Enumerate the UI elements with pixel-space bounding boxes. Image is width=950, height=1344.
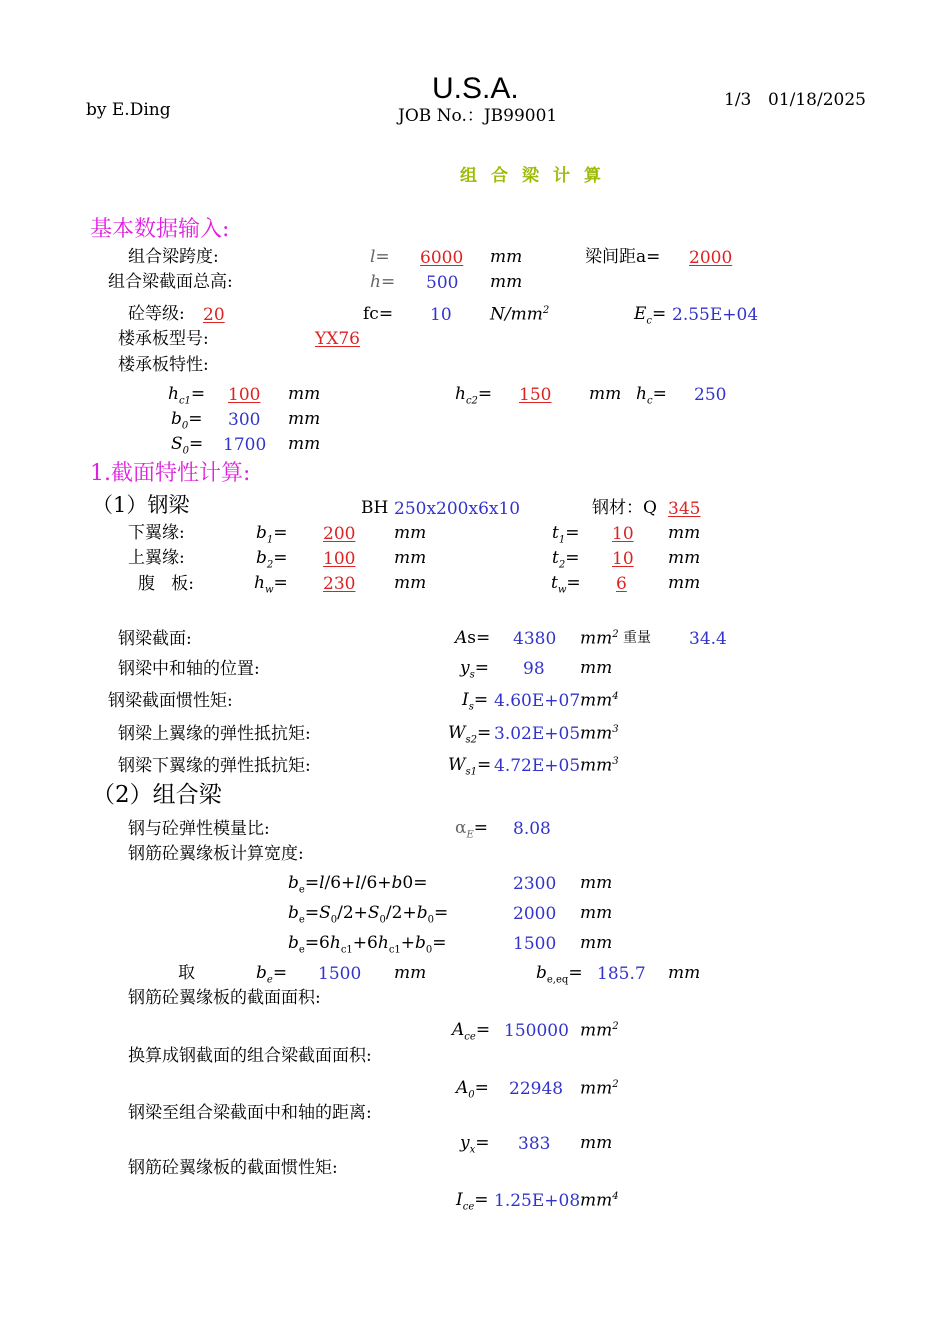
- spacing-value[interactable]: 2000: [689, 248, 733, 268]
- b1-unit: mm: [394, 523, 427, 543]
- s0-value: 1700: [223, 435, 267, 455]
- ws2-unit: $mm^3$: [580, 723, 619, 744]
- ec-value: 2.55E+04: [672, 305, 759, 325]
- section1-title: 1.截面特性计算:: [90, 461, 251, 486]
- b1-symbol: $b_1=$: [256, 523, 288, 546]
- bh-value: 250x200x6x10: [394, 499, 521, 519]
- ys-label: 钢梁中和轴的位置:: [118, 659, 260, 679]
- yx-label: 钢梁至组合梁截面中和轴的距离:: [128, 1103, 372, 1123]
- be-symbol: $b_e=$: [256, 963, 288, 986]
- b0-symbol: $b_0=$: [171, 409, 203, 432]
- weight-label: 重量: [623, 630, 651, 646]
- steel-material-label: 钢材：Q: [592, 498, 657, 518]
- deck-props-label: 楼承板特性:: [118, 355, 209, 375]
- as-symbol: As=: [455, 628, 491, 648]
- as-unit: $mm^2$: [580, 628, 619, 649]
- be-unit: mm: [394, 963, 427, 983]
- bottom-flange-label: 下翼缘:: [128, 523, 185, 543]
- spacing-label: 梁间距a=: [585, 247, 661, 267]
- tw-symbol: $t_w=$: [551, 573, 581, 596]
- t2-symbol: $t_2=$: [552, 548, 580, 571]
- ec-symbol: $E_c=$: [634, 304, 667, 327]
- is-label: 钢梁截面惯性矩:: [108, 691, 233, 711]
- hc1-value[interactable]: 100: [228, 385, 261, 405]
- beeq-symbol: $b_{e,eq}=$: [536, 963, 583, 986]
- beeq-value: 185.7: [597, 964, 646, 984]
- be3-value: 1500: [513, 934, 557, 954]
- be-formula-3: $b_e=6h_{c1}+6h_{c1}+b_0=$: [288, 933, 447, 956]
- be2-unit: mm: [580, 903, 613, 923]
- span-label: 组合梁跨度:: [128, 247, 219, 267]
- a0-symbol: $A_0=$: [456, 1078, 489, 1101]
- steel-grade-value[interactable]: 345: [668, 499, 701, 519]
- be2-value: 2000: [513, 904, 557, 924]
- be-formula-2: $b_e=S_0/2+S_0/2+b_0=$: [288, 903, 449, 926]
- a0-label: 换算成钢截面的组合梁截面面积:: [128, 1046, 372, 1066]
- hw-symbol: $h_w=$: [254, 573, 288, 596]
- concrete-grade-label: 砼等级:: [128, 304, 185, 324]
- alpha-symbol: $\alpha_E=$: [455, 818, 489, 841]
- height-label: 组合梁截面总高:: [108, 272, 233, 292]
- span-unit: mm: [490, 247, 523, 267]
- fc-unit: $N/mm^2$: [490, 304, 550, 325]
- beeq-unit: mm: [668, 963, 701, 983]
- ws2-symbol: $W_{s2}=$: [448, 723, 492, 746]
- hc2-symbol: $h_{c2}=$: [455, 384, 493, 407]
- hc1-unit: mm: [288, 384, 321, 404]
- yx-value: 383: [518, 1134, 551, 1154]
- a0-value: 22948: [509, 1079, 564, 1099]
- composite-beam-title: （2）组合梁: [92, 782, 222, 808]
- ice-label: 钢筋砼翼缘板的截面惯性矩:: [128, 1158, 338, 1178]
- deck-type-label: 楼承板型号:: [118, 329, 209, 349]
- is-symbol: $I_s=$: [462, 690, 489, 713]
- b1-value[interactable]: 200: [323, 524, 356, 544]
- t1-unit: mm: [668, 523, 701, 543]
- date: 01/18/2025: [768, 90, 866, 110]
- job-number: JOB No.：JB99001: [398, 106, 558, 126]
- span-symbol: l=: [370, 247, 390, 267]
- t2-value[interactable]: 10: [612, 549, 634, 569]
- ice-value: 1.25E+08: [494, 1191, 581, 1211]
- ace-symbol: $A_{ce}=$: [452, 1020, 491, 1043]
- be3-unit: mm: [580, 933, 613, 953]
- main-heading: 组合梁计算: [460, 166, 615, 186]
- span-value[interactable]: 6000: [420, 248, 464, 268]
- b2-unit: mm: [394, 548, 427, 568]
- hc-symbol: $h_c=$: [636, 384, 667, 407]
- tw-unit: mm: [668, 573, 701, 593]
- b0-unit: mm: [288, 409, 321, 429]
- take-label: 取: [178, 963, 195, 983]
- ws1-label: 钢梁下翼缘的弹性抵抗矩:: [118, 756, 311, 776]
- hc2-value[interactable]: 150: [519, 385, 552, 405]
- ace-value: 150000: [504, 1021, 569, 1041]
- hw-unit: mm: [394, 573, 427, 593]
- is-value: 4.60E+07: [494, 691, 581, 711]
- a0-unit: $mm^2$: [580, 1078, 619, 1099]
- as-value: 4380: [513, 629, 557, 649]
- yx-symbol: $y_x=$: [460, 1133, 490, 1156]
- b0-value: 300: [228, 410, 261, 430]
- ice-unit: $mm^4$: [580, 1190, 619, 1211]
- hc1-symbol: $h_{c1}=$: [168, 384, 206, 407]
- height-symbol: h=: [370, 272, 396, 292]
- steel-area-label: 钢梁截面:: [118, 629, 192, 649]
- ys-value: 98: [523, 659, 545, 679]
- ws2-label: 钢梁上翼缘的弹性抵抗矩:: [118, 724, 311, 744]
- ws1-unit: $mm^3$: [580, 755, 619, 776]
- modulus-ratio-value: 8.08: [513, 819, 551, 839]
- weight-value: 34.4: [689, 629, 727, 649]
- author: by E.Ding: [86, 100, 171, 120]
- basic-section-title: 基本数据输入:: [90, 217, 230, 242]
- steel-beam-title: （1）钢梁: [92, 493, 190, 517]
- s0-symbol: $S_0=$: [171, 434, 204, 457]
- be-formula-1: $b_e=l/6+l/6+b0=$: [288, 873, 428, 896]
- be1-value: 2300: [513, 874, 557, 894]
- modulus-ratio-label: 钢与砼弹性模量比:: [128, 819, 270, 839]
- flange-width-label: 钢筋砼翼缘板计算宽度:: [128, 844, 304, 864]
- fc-symbol: fc=: [363, 304, 394, 324]
- deck-type-value[interactable]: YX76: [315, 329, 360, 349]
- height-value: 500: [426, 273, 459, 293]
- page-title: U.S.A.: [432, 72, 519, 105]
- hw-value[interactable]: 230: [323, 574, 356, 594]
- ace-unit: $mm^2$: [580, 1020, 619, 1041]
- page-number: 1/3: [724, 90, 752, 110]
- ws1-value: 4.72E+05: [494, 756, 581, 776]
- ys-symbol: $y_s=$: [460, 658, 489, 681]
- bh-label: BH: [361, 498, 389, 518]
- be1-unit: mm: [580, 873, 613, 893]
- hc2-unit: mm: [589, 384, 622, 404]
- be-value: 1500: [318, 964, 362, 984]
- ws1-symbol: $W_{s1}=$: [448, 755, 492, 778]
- yx-unit: mm: [580, 1133, 613, 1153]
- tw-value[interactable]: 6: [616, 574, 627, 594]
- top-flange-label: 上翼缘:: [128, 548, 185, 568]
- ice-symbol: $I_{ce}=$: [456, 1190, 489, 1213]
- height-unit: mm: [490, 272, 523, 292]
- ws2-value: 3.02E+05: [494, 724, 581, 744]
- s0-unit: mm: [288, 434, 321, 454]
- is-unit: $mm^4$: [580, 690, 619, 711]
- ace-label: 钢筋砼翼缘板的截面面积:: [128, 988, 321, 1008]
- t1-value[interactable]: 10: [612, 524, 634, 544]
- hc-value: 250: [694, 385, 727, 405]
- b2-symbol: $b_2=$: [256, 548, 288, 571]
- t2-unit: mm: [668, 548, 701, 568]
- b2-value[interactable]: 100: [323, 549, 356, 569]
- t1-symbol: $t_1=$: [552, 523, 580, 546]
- fc-value: 10: [430, 305, 452, 325]
- concrete-grade-value[interactable]: 20: [203, 305, 225, 325]
- ys-unit: mm: [580, 658, 613, 678]
- web-label: 腹 板:: [138, 574, 194, 594]
